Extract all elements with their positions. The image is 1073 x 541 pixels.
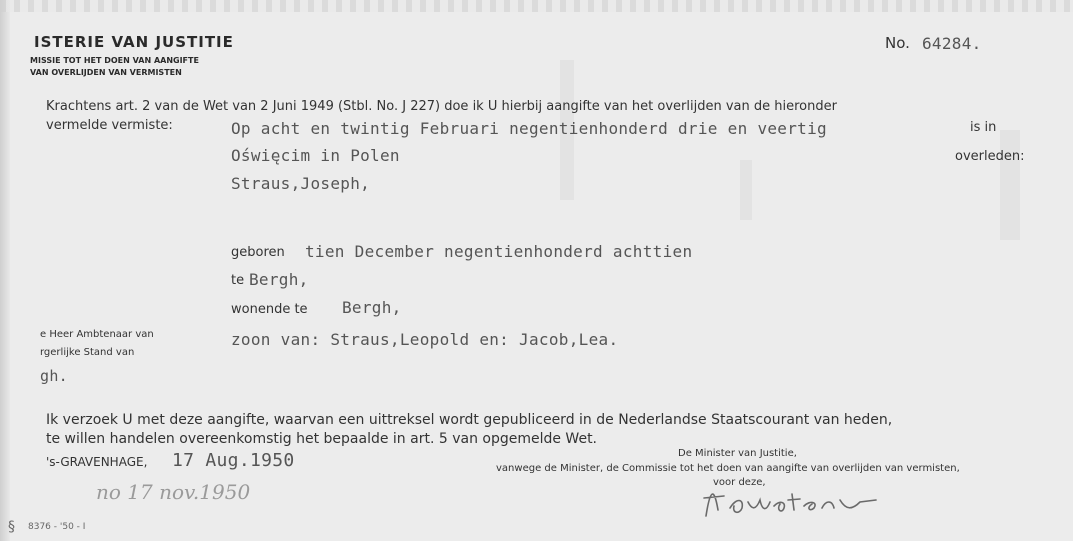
- form-code: 8376 - '50 - I: [28, 522, 86, 532]
- intro-line-2: vermelde vermiste:: [46, 118, 173, 133]
- minister-line-2: vanwege de Minister, de Commissie tot het doen van aangifte van overlijden van vermisten,: [496, 463, 960, 474]
- death-date: Op acht en twintig Februari negentienhonderd drie en veertig: [231, 119, 827, 138]
- commission-line-1: MISSIE TOT HET DOEN VAN AANGIFTE: [30, 56, 199, 65]
- document-number: 64284.: [922, 34, 982, 53]
- death-place: Oświęcim in Polen: [231, 146, 400, 165]
- addressee-line-2: rgerlijke Stand van: [40, 347, 135, 358]
- birth-place: Bergh,: [249, 270, 309, 289]
- handwritten-note: no 17 nov.1950: [96, 480, 251, 504]
- geboren-label: geboren: [231, 245, 285, 260]
- is-in-label: is in: [970, 120, 997, 135]
- paper-edge: [0, 0, 10, 541]
- request-line-2: te willen handelen overeenkomstig het bepaalde in art. 5 van opgemelde Wet.: [46, 431, 598, 447]
- section-mark-icon: §: [8, 519, 15, 535]
- minister-line-1: De Minister van Justitie,: [678, 448, 797, 459]
- minister-line-3: voor deze,: [713, 477, 766, 488]
- request-line-1: Ik verzoek U met deze aangifte, waarvan een uittreksel wordt gepubliceerd in de Nederlandse Staatscourant van heden,: [46, 412, 893, 428]
- birth-date: tien December negentienhonderd achttien: [305, 242, 693, 261]
- paper-top-edge: [0, 0, 1073, 12]
- number-label: No.: [885, 34, 910, 52]
- issue-date: 17 Aug.1950: [172, 450, 295, 471]
- wonende-label: wonende te: [231, 302, 308, 317]
- ministry-title: ISTERIE VAN JUSTITIE: [34, 33, 234, 51]
- te-label: te: [231, 273, 245, 288]
- place-label: 's-GRAVENHAGE,: [46, 455, 148, 469]
- bleed-through-mark: [740, 160, 752, 220]
- intro-line-1: Krachtens art. 2 van de Wet van 2 Juni 1949 (Stbl. No. J 227) doe ik U hierbij aangifte van het overlijden van de hieronder: [46, 99, 837, 114]
- residence: Bergh,: [342, 298, 402, 317]
- overleden-label: overleden:: [955, 149, 1025, 164]
- signature: [700, 480, 890, 520]
- parents: zoon van: Straus,Leopold en: Jacob,Lea.: [231, 330, 619, 349]
- addressee-line-3: gh.: [40, 367, 68, 385]
- bleed-through-mark: [1000, 130, 1020, 240]
- commission-line-2: VAN OVERLIJDEN VAN VERMISTEN: [30, 68, 182, 77]
- addressee-line-1: e Heer Ambtenaar van: [40, 329, 154, 340]
- deceased-name: Straus,Joseph,: [231, 174, 371, 193]
